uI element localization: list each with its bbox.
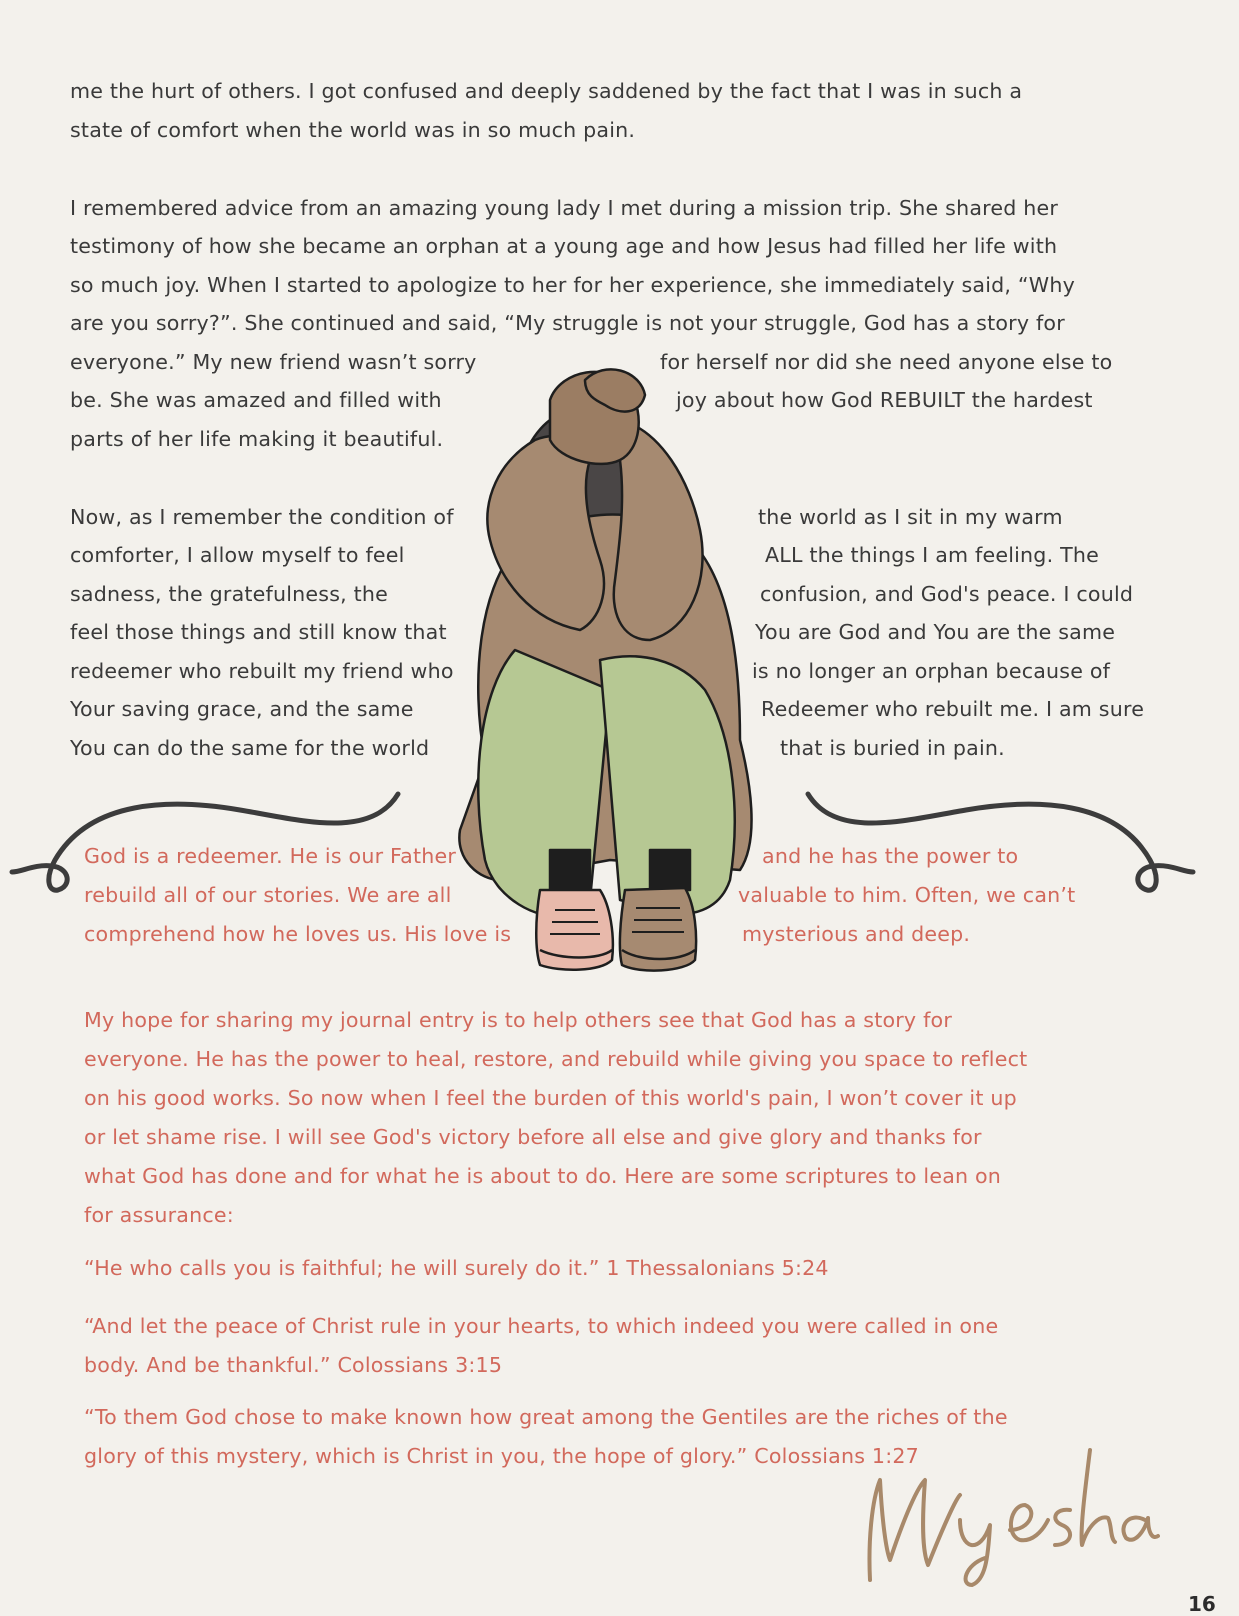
body-line-right: ALL the things I am feeling. The: [765, 543, 1099, 567]
highlight-line-left: rebuild all of our stories. We are all: [84, 883, 452, 907]
body-line-right: Redeemer who rebuilt me. I am sure: [761, 697, 1145, 721]
scripture-line: glory of this mystery, which is Christ in you, the hope of glory.” Colossians 1:27: [84, 1444, 919, 1468]
body-line-left: You can do the same for the world: [70, 736, 430, 760]
hope-line: what God has done and for what he is about to do. Here are some scriptures to lean on: [84, 1164, 1002, 1188]
body-line-right: is no longer an orphan because of: [752, 659, 1111, 683]
body-line-right: that is buried in pain.: [780, 736, 1005, 760]
body-line-right: joy about how God REBUILT the hardest: [676, 388, 1093, 412]
body-line-left: Now, as I remember the condition of: [70, 505, 454, 529]
body-line: state of comfort when the world was in so much pain.: [70, 118, 636, 142]
body-line-right: for herself nor did she need anyone else to: [660, 350, 1113, 374]
highlight-line-right: and he has the power to: [762, 844, 1019, 868]
hope-line: on his good works. So now when I feel the burden of this world's pain, I won’t cover it up: [84, 1086, 1017, 1110]
scripture-line: “To them God chose to make known how great among the Gentiles are the riches of the: [84, 1405, 1008, 1429]
hope-line: everyone. He has the power to heal, restore, and rebuild while giving you space to reflect: [84, 1047, 1028, 1071]
body-line-left: sadness, the gratefulness, the: [70, 582, 389, 606]
body-line-left: everyone.” My new friend wasn’t sorry: [70, 350, 477, 374]
body-line-right: confusion, and God's peace. I could: [760, 582, 1134, 606]
body-line-left: Your saving grace, and the same: [70, 697, 414, 721]
signature: [860, 1440, 1160, 1590]
body-line-right: You are God and You are the same: [755, 620, 1116, 644]
body-line-left: feel those things and still know that: [70, 620, 447, 644]
highlight-line-left: God is a redeemer. He is our Father: [84, 844, 457, 868]
decorative-swirl-right: [808, 794, 1193, 890]
highlight-line-right: mysterious and deep.: [742, 922, 971, 946]
hope-line: My hope for sharing my journal entry is to help others see that God has a story for: [84, 1008, 952, 1032]
highlight-line-right: valuable to him. Often, we can’t: [738, 883, 1076, 907]
body-line-left: be. She was amazed and filled with: [70, 388, 442, 412]
hope-line: for assurance:: [84, 1203, 234, 1227]
highlight-line-left: comprehend how he loves us. His love is: [84, 922, 512, 946]
body-line: I remembered advice from an amazing young lady I met during a mission trip. She shared her: [70, 196, 1059, 220]
sitting-woman-illustration-icon: [440, 360, 780, 1000]
body-line: testimony of how she became an orphan at a young age and how Jesus had filled her life with: [70, 234, 1058, 258]
scripture-line: body. And be thankful.” Colossians 3:15: [84, 1353, 503, 1377]
page-number: 16: [1188, 1592, 1216, 1616]
scripture-line: “He who calls you is faithful; he will surely do it.” 1 Thessalonians 5:24: [84, 1256, 829, 1280]
body-line: me the hurt of others. I got confused and deeply saddened by the fact that I was in such a: [70, 79, 1023, 103]
body-line: are you sorry?”. She continued and said, “My struggle is not your struggle, God has a story for: [70, 311, 1065, 335]
body-line-left: redeemer who rebuilt my friend who: [70, 659, 454, 683]
scripture-line: “And let the peace of Christ rule in your hearts, to which indeed you were called in one: [84, 1314, 999, 1338]
body-line-left: parts of her life making it beautiful.: [70, 427, 444, 451]
decorative-swirl-left: [12, 794, 398, 890]
body-line-left: comforter, I allow myself to feel: [70, 543, 405, 567]
hope-line: or let shame rise. I will see God's victory before all else and give glory and thanks for: [84, 1125, 982, 1149]
body-line: so much joy. When I started to apologize to her for her experience, she immediately said, “Why: [70, 273, 1075, 297]
body-line-right: the world as I sit in my warm: [758, 505, 1063, 529]
